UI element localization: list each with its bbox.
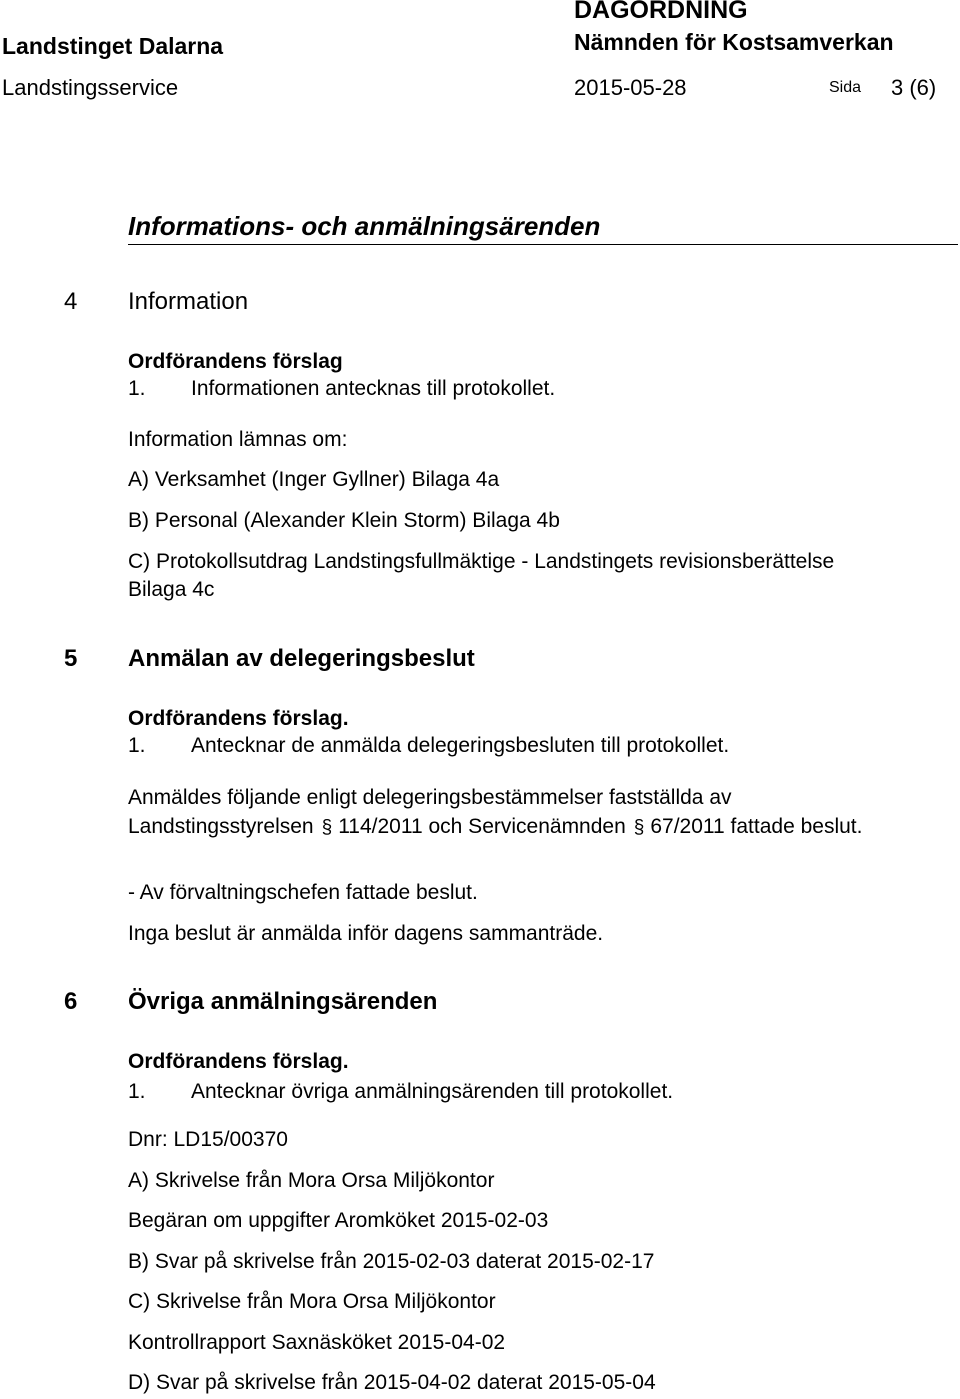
item-4-proposal-text: Informationen antecknas till protokollet. — [191, 377, 556, 400]
page-number: 3 (6) — [891, 75, 937, 100]
item-5-proposal-number: 1. — [128, 734, 146, 757]
section-title: Informations- och anmälningsärenden — [128, 211, 601, 241]
item-4-line-a: A) Verksamhet (Inger Gyllner) Bilaga 4a — [128, 468, 500, 491]
item-5-number: 5 — [64, 645, 78, 672]
item-6-proposal-number: 1. — [128, 1080, 146, 1103]
item-5-paragraph-part1: Anmäldes följande enligt delegeringsbestämmelser fastställda av Landstingsstyrelsen — [128, 786, 732, 838]
item-6-proposal-text: Antecknar övriga anmälningsärenden till protokollet. — [191, 1080, 674, 1103]
item-6-line-c-detail: Kontrollrapport Saxnäsköket 2015-04-02 — [128, 1331, 506, 1354]
item-6-proposal-heading: Ordförandens förslag. — [128, 1050, 349, 1073]
paragraph-symbol: § — [633, 817, 645, 838]
item-6-number: 6 — [64, 988, 78, 1015]
item-4-line-b: B) Personal (Alexander Klein Storm) Bilaga 4b — [128, 509, 560, 532]
page-label: Sida — [829, 79, 862, 96]
item-6-title: Övriga anmälningsärenden — [128, 988, 438, 1015]
item-5-proposal-text: Antecknar de anmälda delegeringsbesluten till protokollet. — [191, 734, 730, 757]
item-4-line-c: C) Protokollsutdrag Landstingsfullmäktige - Landstingets revisionsberättelse — [128, 550, 835, 573]
item-5-paragraph-ref2: 67/2011 fattade beslut. — [650, 815, 863, 838]
item-6-dnr: Dnr: LD15/00370 — [128, 1128, 288, 1151]
item-4-proposal-number: 1. — [128, 377, 146, 400]
item-4-line-c-cont: Bilaga 4c — [128, 578, 215, 601]
item-6-line-b: B) Svar på skrivelse från 2015-02-03 daterat 2015-02-17 — [128, 1250, 655, 1273]
item-5-line-2: Inga beslut är anmälda inför dagens sammanträde. — [128, 922, 604, 945]
item-6-line-a: A) Skrivelse från Mora Orsa Miljökontor — [128, 1169, 495, 1192]
item-4-intro: Information lämnas om: — [128, 428, 348, 451]
document-type: DAGORDNING — [574, 0, 748, 24]
paragraph-symbol: § — [321, 817, 333, 838]
item-4-proposal-heading: Ordförandens förslag — [128, 350, 343, 373]
department-name: Landstingsservice — [2, 75, 179, 100]
item-5-proposal-heading: Ordförandens förslag. — [128, 707, 349, 730]
section-divider — [128, 244, 958, 245]
item-4-number: 4 — [64, 288, 78, 315]
item-5-paragraph-ref1: 114/2011 och Servicenämnden — [338, 815, 626, 838]
item-6-line-a-detail: Begäran om uppgifter Aromköket 2015-02-03 — [128, 1209, 549, 1232]
document-date: 2015-05-28 — [574, 75, 687, 100]
item-5-line-1: - Av förvaltningschefen fattade beslut. — [128, 881, 478, 904]
item-4-title: Information — [128, 288, 249, 315]
item-6-line-c: C) Skrivelse från Mora Orsa Miljökontor — [128, 1290, 496, 1313]
committee-name: Nämnden för Kostsamverkan — [574, 29, 894, 55]
item-5-title: Anmälan av delegeringsbeslut — [128, 645, 475, 672]
item-5-paragraph — [128, 783, 928, 842]
organization-name: Landstinget Dalarna — [2, 33, 224, 59]
item-6-line-d: D) Svar på skrivelse från 2015-04-02 daterat 2015-05-04 — [128, 1371, 656, 1394]
